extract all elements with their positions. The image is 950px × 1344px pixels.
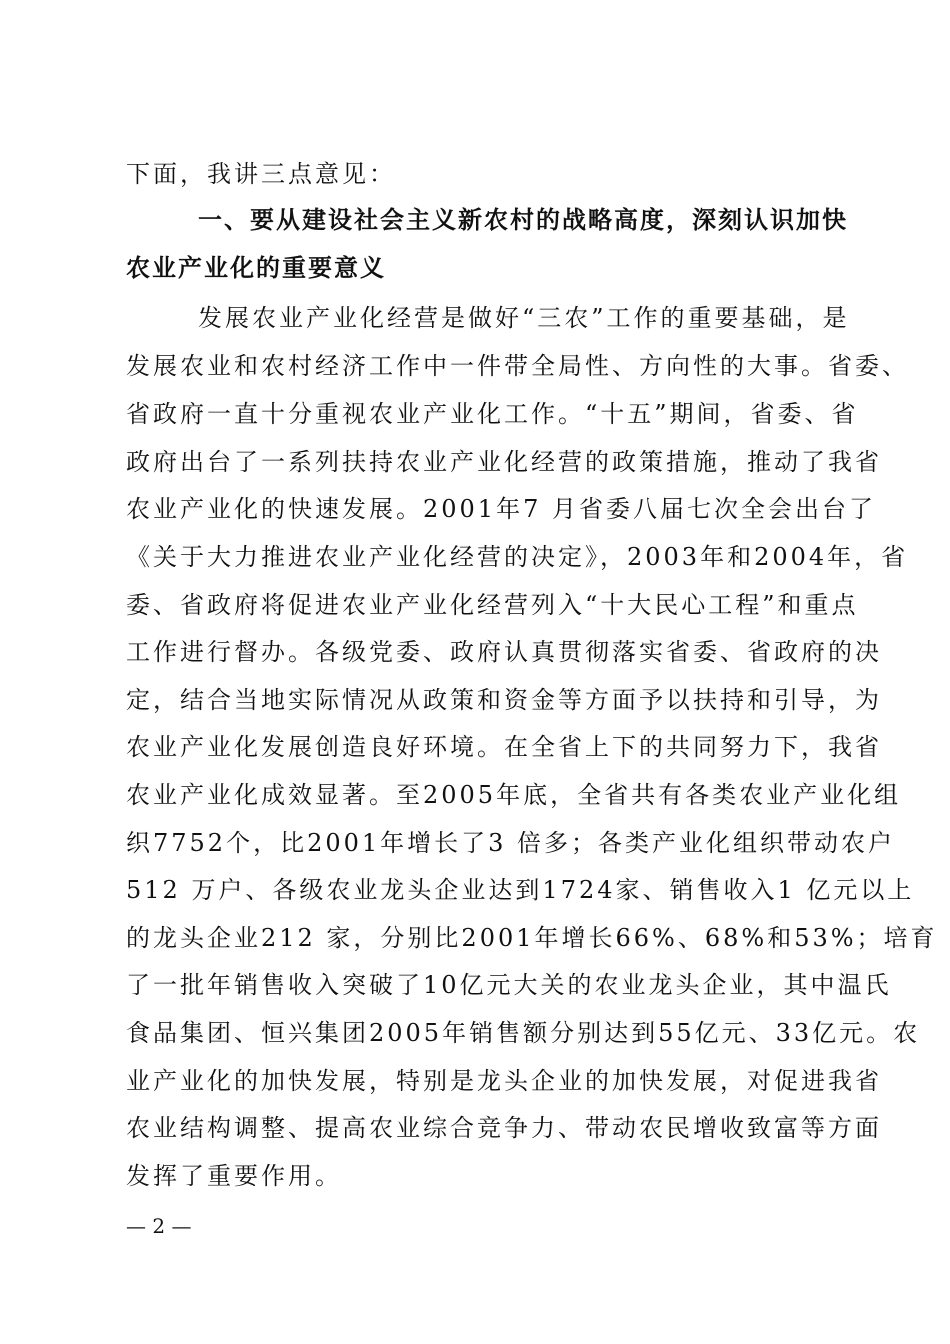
paragraph-line: 了一批年销售收入突破了10亿元大关的农业龙头企业，其中温氏	[126, 971, 892, 999]
paragraph-line: 工作进行督办。各级党委、政府认真贯彻落实省委、省政府的决	[126, 638, 882, 666]
paragraph-line: 512 万户、各级农业龙头企业达到1724家、销售收入1 亿元以上	[126, 876, 915, 904]
paragraph-line: 农业产业化的快速发展。2001年7 月省委八届七次全会出台了	[126, 495, 876, 523]
paragraph-line: 食品集团、恒兴集团2005年销售额分别达到55亿元、33亿元。农	[126, 1019, 921, 1047]
page-number: — 2 —	[126, 1214, 192, 1238]
paragraph-line: 政府出台了一系列扶持农业产业化经营的政策措施，推动了我省	[126, 448, 882, 476]
intro-text: 下面，我讲三点意见：	[126, 160, 396, 188]
section-heading-line-2: 农业产业化的重要意义	[126, 254, 386, 282]
paragraph-line: 农业结构调整、提高农业综合竞争力、带动农民增收致富等方面	[126, 1114, 882, 1142]
paragraph-line: 发展农业产业化经营是做好“三农”工作的重要基础，是	[198, 304, 850, 332]
paragraph-line: 定，结合当地实际情况从政策和资金等方面予以扶持和引导，为	[126, 686, 882, 714]
paragraph-line: 省政府一直十分重视农业产业化工作。“十五”期间，省委、省	[126, 400, 859, 428]
paragraph-line: 发展农业和农村经济工作中一件带全局性、方向性的大事。省委、	[126, 352, 909, 380]
paragraph-line: 委、省政府将促进农业产业化经营列入“十大民心工程”和重点	[126, 591, 859, 619]
paragraph-line: 织7752个，比2001年增长了3 倍多；各类产业化组织带动农户	[126, 829, 896, 857]
paragraph-line: 发挥了重要作用。	[126, 1162, 342, 1190]
paragraph-line: 农业产业化成效显著。至2005年底，全省共有各类农业产业化组	[126, 781, 902, 809]
paragraph-line: 《关于大力推进农业产业化经营的决定》，2003年和2004年，省	[126, 543, 909, 571]
section-heading-line-1: 一、要从建设社会主义新农村的战略高度，深刻认识加快	[198, 206, 848, 234]
paragraph-line: 的龙头企业212 家，分别比2001年增长66%、68%和53%；培育	[126, 924, 938, 952]
paragraph-line: 农业产业化发展创造良好环境。在全省上下的共同努力下，我省	[126, 733, 882, 761]
paragraph-line: 业产业化的加快发展，特别是龙头企业的加快发展，对促进我省	[126, 1067, 882, 1095]
